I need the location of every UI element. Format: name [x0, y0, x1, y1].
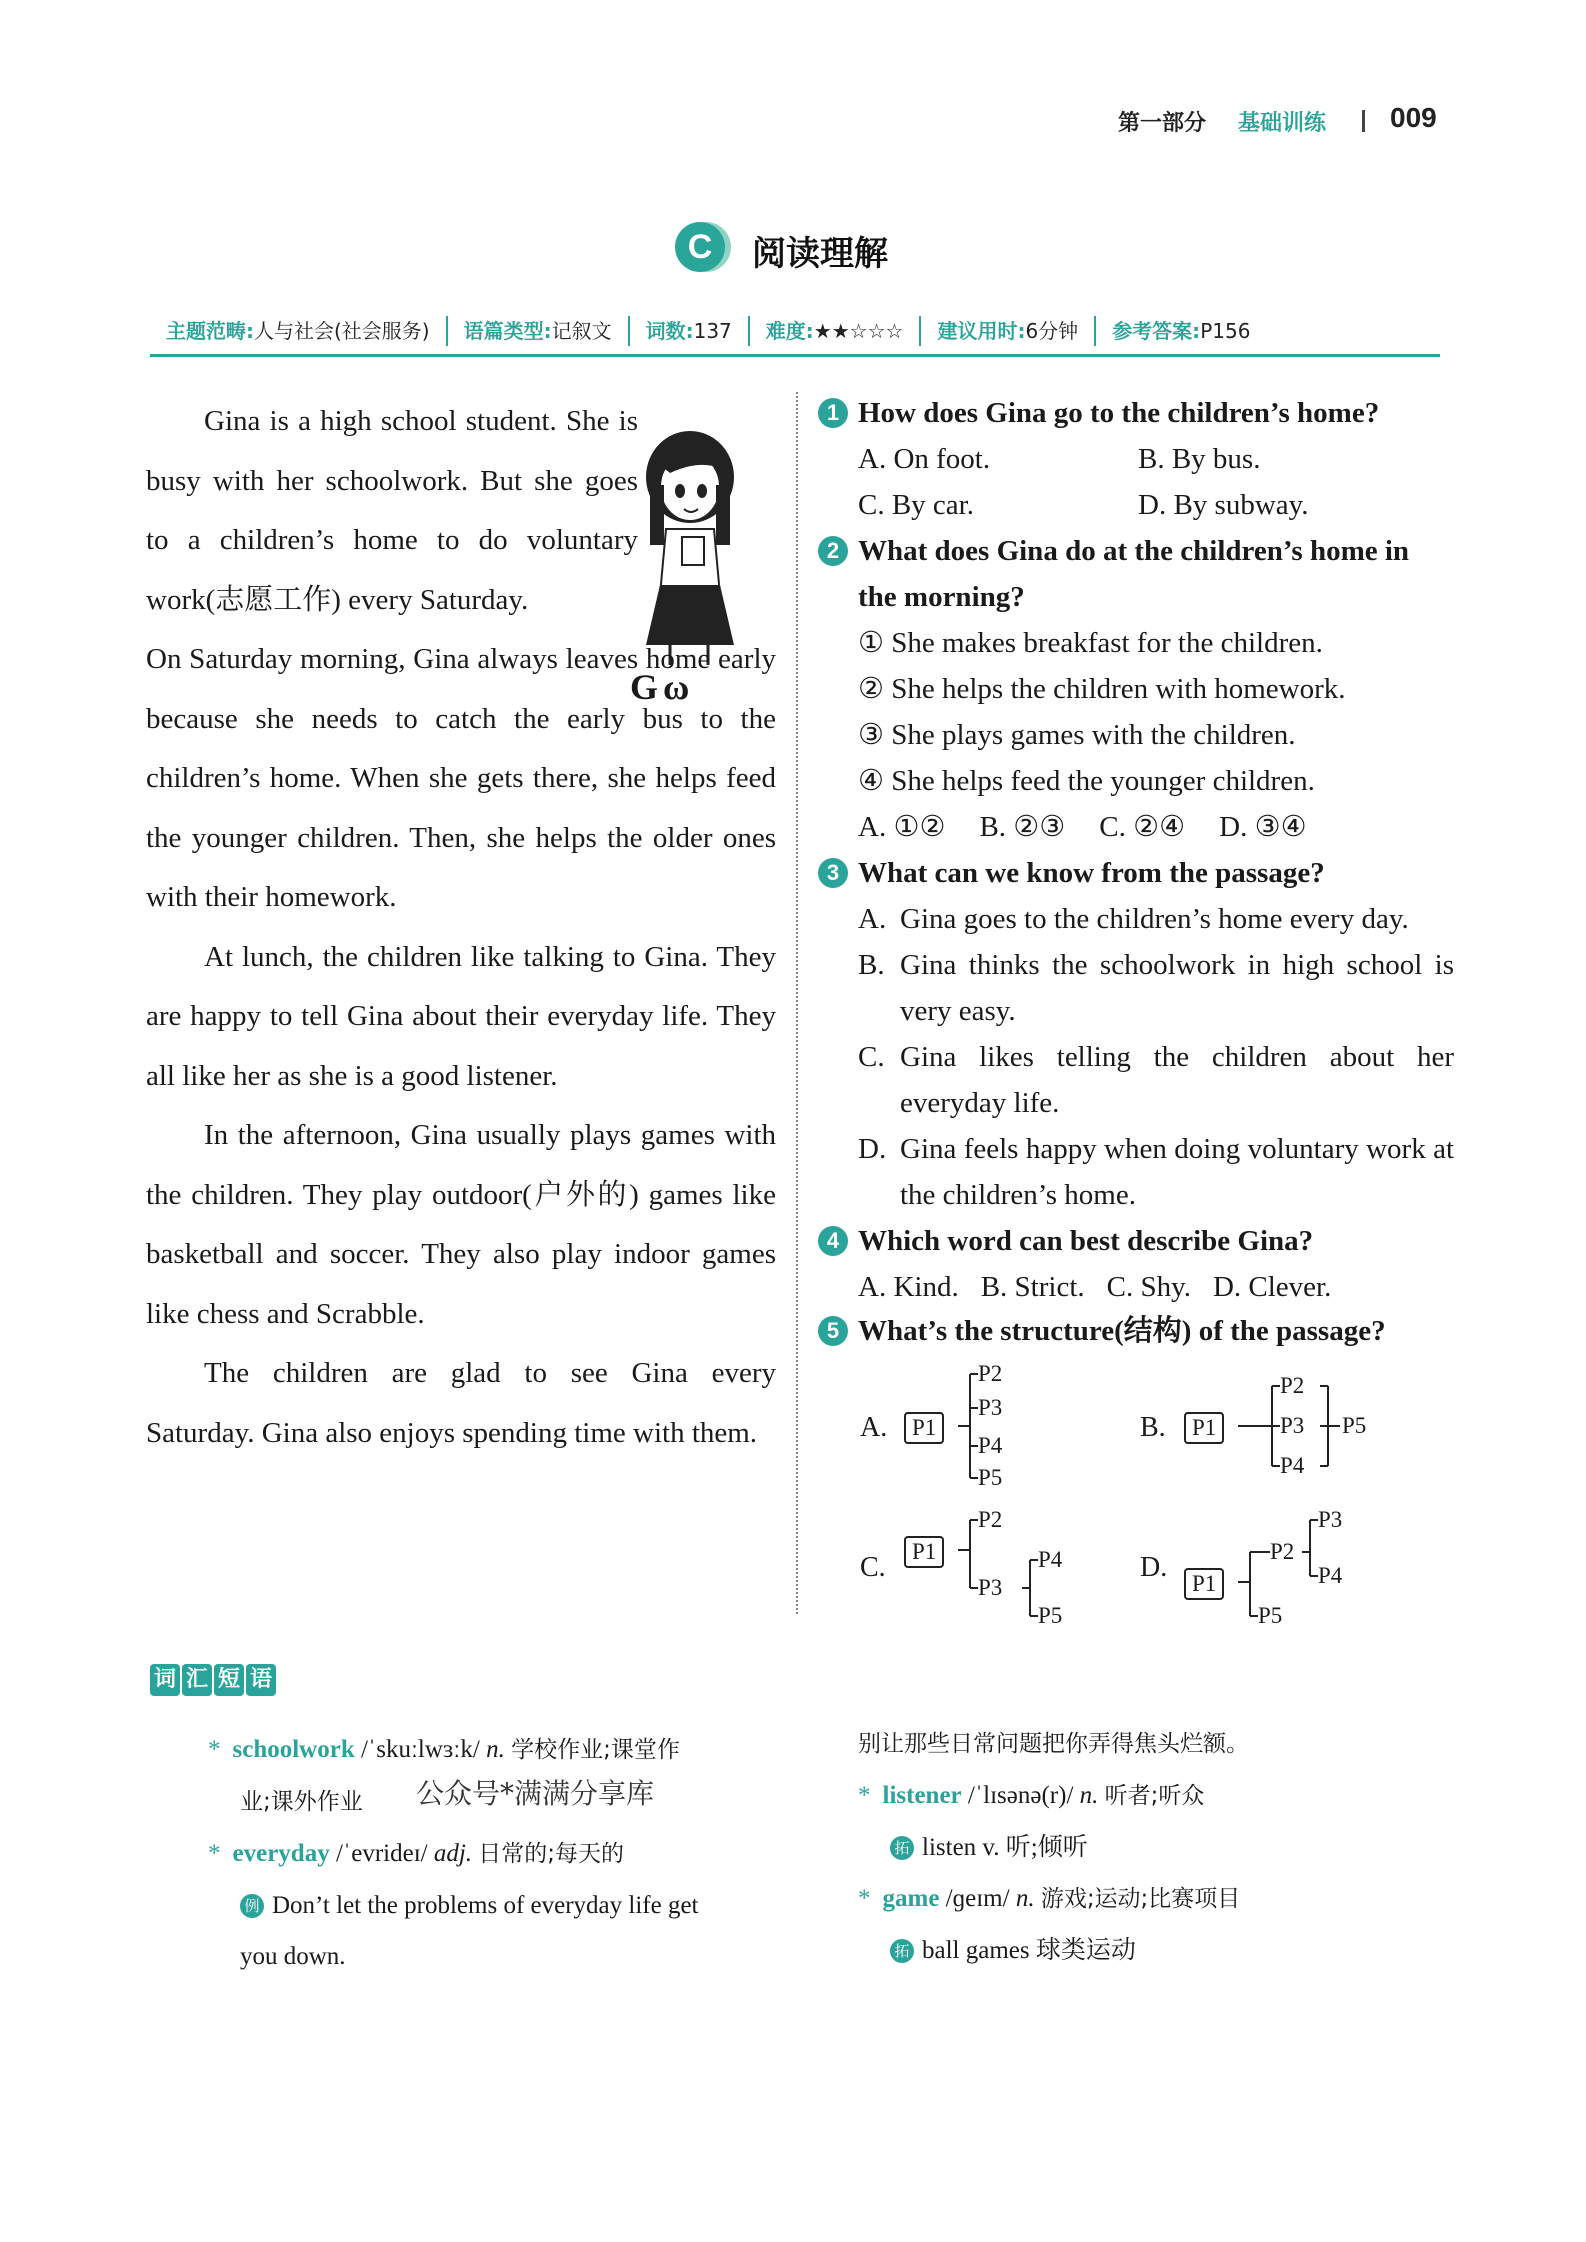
option-label: B. [1140, 1412, 1166, 1443]
option-a[interactable]: A. ①② [858, 811, 946, 843]
node-p4: P4 [1038, 1547, 1063, 1572]
option-d[interactable]: D. By subway. [1138, 489, 1309, 521]
header-divider [1362, 110, 1365, 132]
info-wordcount: 词数:137 [630, 316, 750, 346]
node-p1: P1 [904, 1536, 944, 1568]
example-icon: 例 [240, 1894, 264, 1918]
option-d[interactable]: D. Clever. [1212, 1271, 1332, 1303]
passage-paragraph-3: At lunch, the children like talking to Gina. They are happy to tell Gina about their everyday life. They all like her as she is a good listener. [146, 940, 776, 1092]
option-label: D. [1140, 1552, 1168, 1583]
question-stem: How does Gina go to the children’s home? [858, 397, 1380, 429]
passage-paragraph-4: In the afternoon, Gina usually plays games with the children. They play outdoor(户外的) games like basketball and soccer. They also play indoor games like chess and Scrabble. [146, 1119, 776, 1330]
signature: G ω [630, 667, 688, 707]
structure-diagram-d[interactable] [1140, 1506, 1400, 1636]
question-number: 2 [818, 536, 848, 566]
diagram-lines [860, 1360, 1060, 1500]
node-p2: P2 [1270, 1539, 1295, 1564]
vocab-entry-game: * game /ɡeɪm/ n. 游戏;运动;比赛项目 [858, 1885, 1241, 1912]
node-p1: P1 [1184, 1412, 1224, 1444]
option-b[interactable]: B. Gina thinks the schoolwork in high school is very easy. [858, 949, 1454, 1027]
node-p2: P2 [978, 1507, 1003, 1532]
option-label: C. [860, 1552, 886, 1583]
option-b[interactable]: B. Strict. [980, 1271, 1085, 1303]
node-p5: P5 [1342, 1413, 1367, 1438]
question-5 [818, 1308, 1454, 1354]
node-p5: P5 [1038, 1603, 1063, 1628]
passage-paragraph-2: On Saturday morning, Gina always leaves home early because she needs to catch the early bus to the children’s home. When she gets there, she helps feed the younger children. Then, she helps the older ones with their homework. [146, 643, 776, 913]
option-a[interactable]: A. On foot. [858, 443, 991, 475]
option-d[interactable]: D. ③④ [1219, 811, 1307, 843]
option-d[interactable]: D. Gina feels happy when doing voluntary work at the children’s home. [858, 1133, 1454, 1211]
vocab-column-right: 别让那些日常问题把你弄得焦头烂额。 * listener /ˈlɪsənə(r)/ n. 听者;听众 拓 listen v. 听;倾听 * game /ɡeɪm/ n. 游戏;运动;比赛项目 拓 ball games 球类运动 [858, 1718, 1458, 1976]
option-a[interactable]: A. Kind. [858, 1271, 959, 1303]
info-time: 建议用时:6分钟 [921, 316, 1096, 346]
option-label: A. [860, 1412, 888, 1443]
page-number: 009 [1390, 102, 1437, 133]
info-genre: 语篇类型:记叙文 [448, 316, 630, 346]
question-stem: What can we know from the passage? [858, 857, 1325, 889]
option-b[interactable]: B. By bus. [1138, 443, 1261, 475]
vocab-entry-everyday: * everyday /ˈevrideɪ/ adj. 日常的;每天的 [208, 1840, 625, 1867]
structure-diagram-b[interactable] [1140, 1372, 1400, 1492]
structure-diagram-a[interactable] [860, 1360, 1060, 1500]
option-c[interactable]: C. By car. [858, 489, 974, 521]
node-p3: P3 [1280, 1413, 1305, 1438]
vocab-entry-schoolwork: * schoolwork /ˈskuːlwɜːk/ n. 学校作业;课堂作 [208, 1736, 680, 1763]
column-divider [796, 392, 798, 1614]
node-p4: P4 [978, 1433, 1003, 1458]
structure-diagram-c[interactable] [860, 1506, 1100, 1636]
node-p2: P2 [1280, 1373, 1305, 1398]
node-p1: P1 [1184, 1568, 1224, 1600]
question-stem: What does Gina do at the children’s home in the morning? [858, 535, 1410, 613]
question-number: 4 [818, 1226, 848, 1256]
question-number: 5 [818, 1316, 848, 1346]
node-p3: P3 [978, 1395, 1003, 1420]
question-2 [818, 528, 1454, 850]
info-answer: 参考答案:P156 [1112, 319, 1251, 343]
option-a[interactable]: A. Gina goes to the children’s home every day. [858, 903, 1409, 935]
node-p3: P3 [1318, 1507, 1343, 1532]
node-p4: P4 [1280, 1453, 1305, 1478]
statement-3: ③ She plays games with the children. [858, 719, 1296, 751]
option-c[interactable]: C. ②④ [1099, 811, 1186, 843]
node-p3: P3 [978, 1575, 1003, 1600]
watermark: 公众号*满满分享库 [416, 1777, 655, 1810]
vocab-heading: 词 汇 短 语 [150, 1664, 276, 1696]
extension-icon: 拓 [890, 1939, 914, 1963]
info-theme: 主题范畴:人与社会(社会服务) [150, 316, 448, 346]
statement-4: ④ She helps feed the younger children. [858, 765, 1315, 797]
section-title: 阅读理解 [752, 234, 888, 274]
node-p1: P1 [904, 1412, 944, 1444]
header-part: 第一部分 [1118, 111, 1207, 136]
question-3 [818, 850, 1454, 1218]
passage-paragraph-1: Gina is a high school student. She is busy with her schoolwork. But she goes to a children’s home to do voluntary work(志愿工作) every Saturday. [146, 405, 638, 616]
node-p5: P5 [978, 1465, 1003, 1490]
info-bar [150, 308, 1440, 357]
question-number: 1 [818, 398, 848, 428]
question-stem: What’s the structure(结构) of the passage? [858, 1315, 1386, 1347]
section-badge: C [675, 222, 725, 272]
question-4 [818, 1218, 1454, 1310]
vocab-entry-listener: * listener /ˈlɪsənə(r)/ n. 听者;听众 [858, 1782, 1205, 1809]
node-p4: P4 [1318, 1563, 1343, 1588]
option-b[interactable]: B. ②③ [979, 811, 1066, 843]
passage [146, 392, 776, 1463]
header-section: 基础训练 [1238, 111, 1327, 136]
question-1 [818, 390, 1454, 528]
extension-icon: 拓 [890, 1836, 914, 1860]
option-c[interactable]: C. Shy. [1106, 1271, 1191, 1303]
question-number: 3 [818, 858, 848, 888]
node-p5: P5 [1258, 1603, 1283, 1628]
passage-paragraph-5: The children are glad to see Gina every Saturday. Gina also enjoys spending time with them. [146, 1357, 776, 1449]
statement-1: ① She makes breakfast for the children. [858, 627, 1323, 659]
node-p2: P2 [978, 1361, 1003, 1386]
vocab-column-left: * schoolwork /ˈskuːlwɜːk/ n. 学校作业;课堂作 业;课外作业 * everyday /ˈevrideɪ/ adj. 日常的;每天的 例 Don’t let the problems of everyday life get you down. [208, 1724, 788, 1982]
question-stem: Which word can best describe Gina? [858, 1225, 1314, 1257]
info-difficulty: 难度:★★☆☆☆ [750, 316, 922, 346]
statement-2: ② She helps the children with homework. [858, 673, 1346, 705]
option-c[interactable]: C. Gina likes telling the children about her everyday life. [858, 1041, 1454, 1119]
